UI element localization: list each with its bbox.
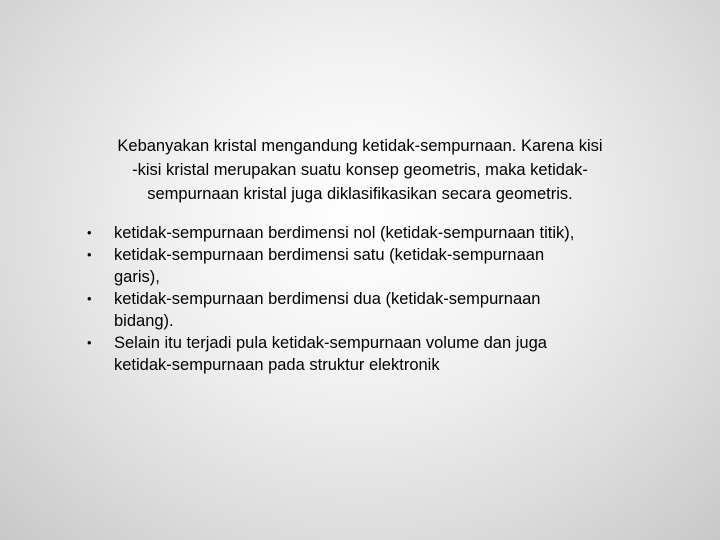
bullet-item bbox=[84, 222, 644, 244]
bullet-list bbox=[84, 222, 644, 376]
bullet-icon: • bbox=[87, 291, 92, 306]
bullet-item bbox=[84, 244, 644, 288]
bullet-text: ketidak-sempurnaan pada struktur elektronik bbox=[114, 356, 440, 374]
bullet-item bbox=[84, 288, 644, 332]
bullet-icon: • bbox=[87, 225, 92, 240]
intro-paragraph bbox=[78, 134, 642, 206]
intro-line: sempurnaan kristal juga diklasifikasikan secara geometris. bbox=[147, 185, 573, 203]
bullet-text: ketidak-sempurnaan berdimensi dua (ketidak-sempurnaan bbox=[114, 290, 541, 308]
bullet-icon: • bbox=[87, 247, 92, 262]
bullet-text: Selain itu terjadi pula ketidak-sempurnaan volume dan juga bbox=[114, 334, 547, 352]
bullet-item bbox=[84, 332, 644, 376]
intro-line: -kisi kristal merupakan suatu konsep geometris, maka ketidak- bbox=[132, 161, 588, 179]
bullet-icon: • bbox=[87, 335, 92, 350]
intro-line: Kebanyakan kristal mengandung ketidak-sempurnaan. Karena kisi bbox=[117, 137, 603, 155]
bullet-text: ketidak-sempurnaan berdimensi satu (ketidak-sempurnaan bbox=[114, 246, 545, 264]
bullet-text: garis), bbox=[114, 268, 160, 286]
bullet-text: bidang). bbox=[114, 312, 174, 330]
bullet-text: ketidak-sempurnaan berdimensi nol (ketidak-sempurnaan titik), bbox=[114, 224, 575, 242]
